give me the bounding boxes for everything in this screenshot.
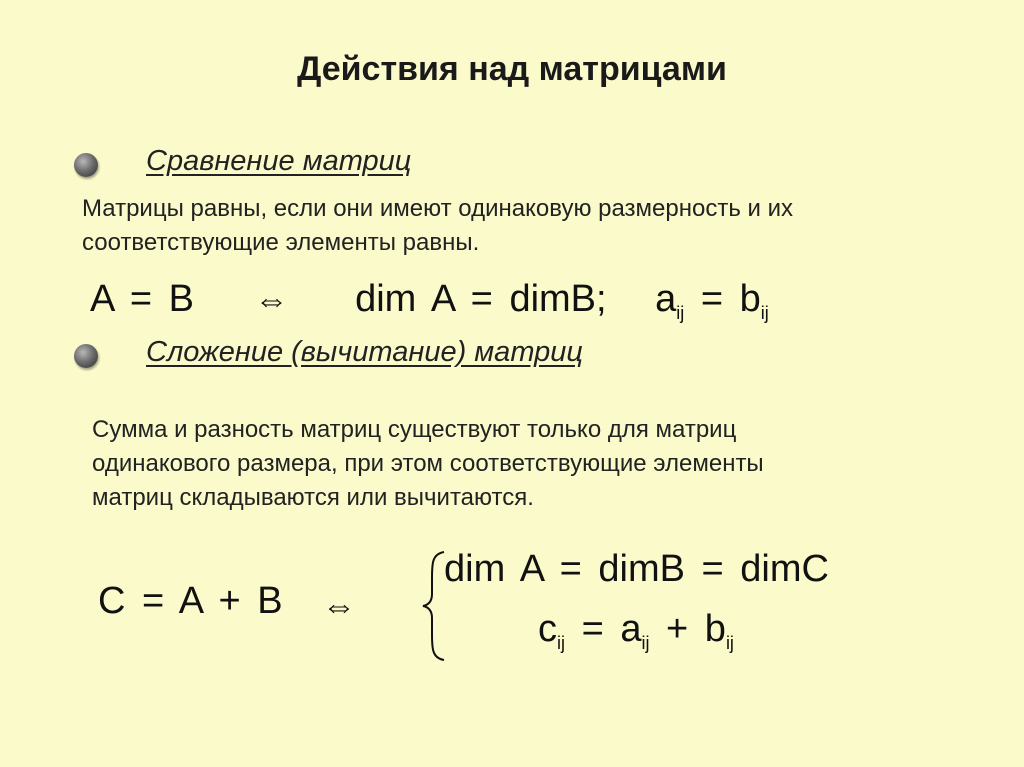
formula-symbol: A [430, 278, 455, 320]
equivalence-symbol: ⇔ [254, 281, 289, 319]
formula-symbol: + [666, 608, 689, 650]
formula-symbol: dimB; [509, 278, 607, 320]
formula-symbol: = [701, 548, 724, 590]
formula-symbol: = [700, 278, 724, 320]
addition-text-line: матриц складываются или вычитаются. [92, 484, 534, 511]
formula-symbol: + [218, 580, 241, 622]
system-line-2 [538, 608, 734, 654]
section-heading-comparison: Сравнение матриц [146, 145, 412, 177]
formula-symbol: = [470, 278, 493, 320]
sum-formula [98, 580, 283, 623]
formula-symbol: b [704, 608, 726, 650]
comparison-text [82, 192, 793, 260]
equivalence-symbol-2 [322, 584, 356, 627]
formula-symbol: = [129, 278, 153, 320]
formula-symbol: = [559, 548, 582, 590]
section-heading-addition: Сложение (вычитание) матриц [146, 336, 583, 368]
formula-symbol: A [178, 580, 202, 622]
equality-formula [90, 278, 769, 324]
comparison-text-line: Матрицы равны, если они имеют одинаковую размерность и их [82, 195, 793, 222]
formula-symbol: = [581, 608, 604, 650]
addition-text [92, 413, 764, 515]
formula-symbol: dim [444, 548, 506, 590]
formula-subscript: ij [725, 633, 734, 653]
bullet-icon [74, 153, 98, 177]
formula-symbol: A [519, 548, 544, 590]
formula-subscript: ij [557, 633, 565, 653]
formula-symbol: a [620, 608, 642, 650]
formula-symbol: c [538, 608, 557, 650]
formula-symbol: dimB [598, 548, 685, 590]
system-line-1 [444, 548, 829, 591]
formula-symbol: B [257, 580, 283, 622]
formula-symbol: B [168, 278, 194, 320]
formula-symbol: b [739, 278, 761, 320]
equivalence-symbol: ⇔ [322, 587, 356, 625]
comparison-text-line: соответствующие элементы равны. [82, 229, 480, 256]
formula-subscript: ij [676, 303, 685, 323]
bullet-icon [74, 344, 98, 368]
formula-symbol: a [655, 278, 677, 320]
formula-symbol: dimC [740, 548, 829, 590]
slide-title: Действия над матрицами [297, 50, 727, 88]
formula-symbol: dim [355, 278, 417, 320]
formula-symbol: A [90, 278, 114, 320]
formula-subscript: ij [760, 303, 769, 323]
addition-text-line: одинакового размера, при этом соответствующие элементы [92, 450, 764, 477]
formula-symbol: = [142, 580, 165, 622]
formula-symbol: C [98, 580, 126, 622]
formula-subscript: ij [641, 633, 650, 653]
addition-text-line: Сумма и разность матриц существуют только для матриц [92, 416, 737, 443]
